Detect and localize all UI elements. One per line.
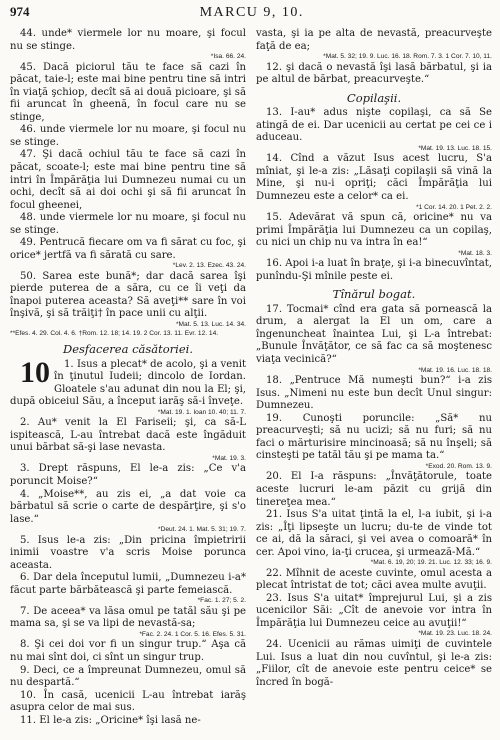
verse: 47. Şi dacă ochiul tău te face să cazi în păcat, scoate-l; este mai bine pentru tine să intri în Împărăţia lui Dumnezeu numai cu un ochi, decît să ai doi ochi şi să fii aruncat în focul gheenei, — [10, 149, 246, 211]
verse: 22. Mîhnit de aceste cuvinte, omul acesta a plecat întristat de tot; căci avea multe avuţii. — [256, 567, 492, 592]
cross-reference: *Deut. 24. 1. Mat. 5. 31; 19. 7. — [158, 526, 246, 534]
verse: 1. Isus a plecat* de acolo, şi a venit în ţinutul Iudeii; dincolo de Iordan. Gloatele s'au adunat din nou la El; şi, după obiceiul Său, a început iarăş să-i înveţe. — [10, 358, 246, 408]
verse: 46. unde viermele lor nu moare, şi focul nu se stinge. — [10, 124, 246, 148]
verse: 6. Dar dela începutul lumii, „Dumnezeu i-a* făcut parte bărbătească şi parte femeiască. — [10, 572, 246, 596]
cross-reference: *Lev. 2. 13. Ezec. 43. 24. — [172, 262, 246, 270]
cross-reference: **Efes. 4. 29. Col. 4. 6. †Rom. 12. 18; 14. 19. 2 Cor. 13. 11. Evr. 12. 14. — [10, 329, 219, 337]
right-column — [256, 28, 492, 727]
cross-reference: *Mat. 19. 3. — [212, 454, 246, 462]
verse: vasta, şi ia pe alta de nevastă, preacurveşte faţă de ea; — [256, 28, 492, 52]
section-heading: Tînărul bogat. — [332, 287, 416, 302]
verse: 14. Cînd a văzut Isus acest lucru, S'a mîniat, şi le-a zis: „Lăsaţi copilaşii să vină la Mine, şi nu-i opriţi; căci Împărăţia lui Dumnezeu este a celor* ca ei. — [256, 153, 492, 203]
cross-reference: *Mat. 19. 23. Luc. 18. 24. — [418, 630, 492, 638]
running-title: MARCU 9, 10. — [199, 5, 304, 20]
verse: 21. Isus S'a uitat ţintă la el, l-a iubit, şi i-a zis: „Îţi lipseşte un lucru; du-te de vinde tot ce ai, dă la săraci, şi vei avea o comoară* în cer. Apoi vino, ia-ţi crucea, şi urmează-Mă.“ — [256, 509, 492, 558]
verse: 48. unde viermele lor nu moare, şi focul nu se stinge. — [10, 212, 246, 236]
cross-reference: *Mat. 18. 3. — [458, 249, 492, 257]
verse: 50. Sarea este bună*; dar dacă sarea îşi pierde puterea de a săra, cu ce îi veţi da înapoi puterea aceasta? Să aveţi** sare în voi înşivă, şi să trăiţi† în pace unii cu alţii. — [10, 270, 246, 320]
verse: 2. Au* venit la El Fariseii; şi, ca să-L ispitească, L-au întrebat dacă este îngăduit unui bărbat să-şi lase nevasta. — [10, 417, 246, 454]
verse: 44. unde* viermele lor nu moare, şi focul nu se stinge. — [10, 28, 246, 52]
chapter-opening — [10, 355, 246, 409]
verse: 16. Apoi i-a luat în braţe, şi i-a binecuvîntat, punîndu-Şi mînile peste ei. — [256, 258, 492, 282]
cross-reference: *Isa. 66. 24. — [210, 53, 246, 61]
verse: 3. Drept răspuns, El le-a zis: „Ce v'a poruncit Moise?“ — [10, 463, 246, 487]
cross-reference: *Mat. 19. 1. Ioan 10. 40; 11. 7. — [157, 408, 246, 416]
verse: 5. Isus le-a zis: „Din pricina împietririi inimii voastre v'a scris Moise porunca aceasta. — [10, 534, 246, 571]
verse: 7. De aceea* va lăsa omul pe tatăl său şi pe mama sa, şi se va lipi de nevastă-sa; — [10, 605, 246, 630]
page-header — [10, 4, 492, 28]
page-number: 974 — [10, 4, 30, 19]
cross-reference: *1 Cor. 14. 20. 1 Pet. 2. 2. — [416, 203, 492, 211]
cross-reference: *Mat. 5. 13. Luc. 14. 34. — [175, 321, 246, 329]
verse: 9. Deci, ce a împreunat Dumnezeu, omul să nu despartă.“ — [10, 664, 246, 689]
verse: 13. I-au* adus nişte copilaşi, ca să Se atingă de ei. Dar ucenicii au certat pe cei ce i aduceau. — [256, 107, 492, 144]
chapter-number: 10 — [20, 355, 50, 389]
verse: 20. El I-a răspuns: „Învăţătorule, toate aceste lucruri le-am păzit cu grijă din tinereţea mea.“ — [256, 471, 492, 508]
verse: 45. Dacă piciorul tău te face să cazi în păcat, taie-l; este mai bine pentru tine să intri în viaţă şchiop, decît să ai două picioare, şi să fii aruncat în gheenă, în focul care nu se stinge, — [10, 61, 246, 123]
verse: 19. Cunoşti poruncile: „Să* nu preacurveşti; să nu ucizi; să nu furi; să nu faci o mărturisire mincinoasă; să nu înşeli; să cinsteşti pe tatăl tău şi pe mama ta.“ — [256, 412, 492, 462]
verse: 23. Isus S'a uitat* împrejurul Lui, şi a zis ucenicilor Săi: „Cît de anevoie vor intra în Împărăţia lui Dumnezeu ceice au avuţii!“ — [256, 592, 492, 629]
left-column — [10, 28, 246, 727]
verse: 17. Tocmai* cînd era gata să pornească la drum, a alergat la El un om, care a îngenuncheat înaintea Lui, şi L-a întrebat: „Bunule Învăţător, ce să fac ca să moştenesc viaţa vecinică?“ — [256, 303, 492, 366]
verse: 11. El le-a zis: „Oricine* îşi lasă ne- — [20, 714, 201, 726]
cross-reference: *Mat. 19. 13. Luc. 18. 15. — [418, 144, 492, 152]
section-heading: Copilaşii. — [346, 90, 402, 105]
verse: 12. şi dacă o nevastă îşi lasă bărbatul, şi ia pe altul de bărbat, preacurveşte.“ — [256, 61, 492, 86]
cross-reference: *Mat. 5. 32; 19. 9. Luc. 16. 18. Rom. 7. 3. 1 Cor. 7. 10, 11. — [323, 53, 492, 61]
verse: 10. În casă, ucenicii L-au întrebat iarăş asupra celor de mai sus. — [10, 689, 246, 714]
verse: 15. Adevărat vă spun că, oricine* nu va primi Împărăţia lui Dumnezeu ca un copilaş, cu nici un chip nu va intra în ea!“ — [256, 212, 492, 249]
cross-reference: *Exod. 20. Rom. 13. 9. — [425, 462, 492, 470]
verse: 18. „Pentruce Mă numeşti bun?“ i-a zis Isus. „Nimeni nu este bun decît Unul singur: Dumnezeu. — [256, 375, 492, 412]
cross-reference: *Mat. 6. 19, 20; 19. 21. Luc. 12. 33; 16. 9. — [370, 559, 492, 567]
verse: 8. Şi cei doi vor fi un singur trup.“ Aşa că nu mai sînt doi, ci sînt un singur trup. — [10, 639, 246, 664]
verse: 24. Ucenicii au rămas uimiţi de cuvintele Lui. Isus a luat din nou cuvîntul, şi le-a zis: „Fiilor, cît de anevoie este pentru ceice* se încred în bogă- — [256, 638, 492, 688]
section-heading: Desfacerea căsătoriei. — [62, 342, 193, 357]
verse: 4. „Moise**, au zis ei, „a dat voie ca bărbatul să scrie o carte de despărţire, şi s'o lase.“ — [10, 488, 246, 525]
cross-reference: *Fac. 2. 24. 1 Cor. 5. 16. Efes. 5. 31. — [139, 630, 246, 638]
verse: 49. Pentrucă fiecare om va fi sărat cu foc, şi orice* jertfă va fi sărată cu sare. — [10, 237, 246, 261]
cross-reference: *Mat. 19. 16. Luc. 18. 18. — [418, 366, 492, 374]
cross-reference: *Fac. 1. 27; 5. 2. — [197, 597, 246, 605]
